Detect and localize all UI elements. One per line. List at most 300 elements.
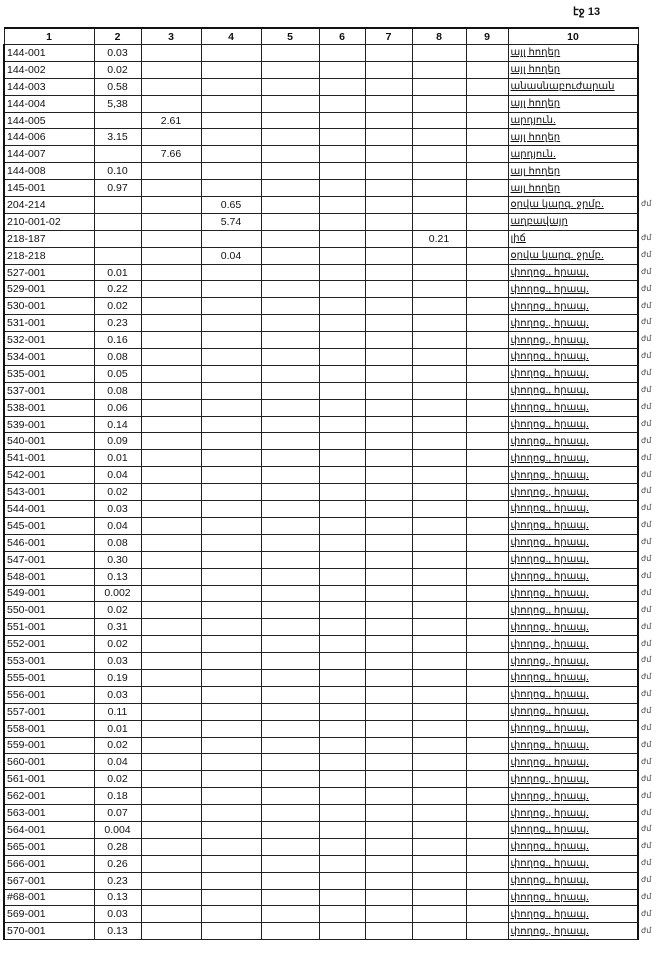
land-use-cell: փողոց., հրապ. — [508, 872, 638, 889]
value-cell-col8 — [412, 501, 466, 518]
value-cell-col9 — [466, 399, 508, 416]
table-row — [4, 517, 638, 534]
margin-mark: ժմ — [641, 587, 652, 597]
value-cell-col4 — [201, 754, 261, 771]
value-cell-col8 — [412, 551, 466, 568]
value-cell-col5 — [261, 95, 319, 112]
value-cell-col7 — [365, 821, 412, 838]
value-cell-col5 — [261, 636, 319, 653]
value-cell-col3 — [141, 517, 201, 534]
value-cell-col6 — [319, 467, 365, 484]
value-cell-col2: 0.26 — [94, 855, 141, 872]
parcel-code: 529-001 — [4, 281, 94, 298]
value-cell-col9 — [466, 619, 508, 636]
value-cell-col9 — [466, 129, 508, 146]
value-cell-col6 — [319, 653, 365, 670]
value-cell-col9 — [466, 534, 508, 551]
value-cell-col3 — [141, 855, 201, 872]
margin-mark: ժմ — [641, 266, 652, 276]
parcel-code: 210-001-02 — [4, 213, 94, 230]
value-cell-col2: 0.01 — [94, 720, 141, 737]
value-cell-col9 — [466, 686, 508, 703]
value-cell-col6 — [319, 382, 365, 399]
value-cell-col2: 5,38 — [94, 95, 141, 112]
value-cell-col2: 0.13 — [94, 568, 141, 585]
value-cell-col2: 0.03 — [94, 501, 141, 518]
land-use-cell: փողոց., հրապ. — [508, 365, 638, 382]
table-row — [4, 669, 638, 686]
value-cell-col5 — [261, 585, 319, 602]
value-cell-col7 — [365, 365, 412, 382]
value-cell-col5 — [261, 450, 319, 467]
value-cell-col4 — [201, 382, 261, 399]
land-use-cell: փողոց., հրապ. — [508, 636, 638, 653]
table-row — [4, 703, 638, 720]
value-cell-col5 — [261, 129, 319, 146]
parcel-code: 549-001 — [4, 585, 94, 602]
table-row — [4, 146, 638, 163]
value-cell-col6 — [319, 315, 365, 332]
value-cell-col2: 0.08 — [94, 534, 141, 551]
table-row — [4, 923, 638, 940]
parcel-code: 561-001 — [4, 771, 94, 788]
land-use-cell: փողոց., հրապ. — [508, 399, 638, 416]
land-use-cell: փողոց., հրապ. — [508, 838, 638, 855]
value-cell-col8 — [412, 484, 466, 501]
value-cell-col6 — [319, 45, 365, 62]
value-cell-col6 — [319, 129, 365, 146]
value-cell-col6 — [319, 197, 365, 214]
margin-mark: ժմ — [641, 875, 652, 885]
margin-mark: ժմ — [641, 300, 652, 310]
value-cell-col9 — [466, 112, 508, 129]
parcel-code: 537-001 — [4, 382, 94, 399]
land-use-cell: օրվա կարգ. ջրմբ. — [508, 247, 638, 264]
value-cell-col9 — [466, 197, 508, 214]
value-cell-col4 — [201, 365, 261, 382]
value-cell-col6 — [319, 163, 365, 180]
value-cell-col3 — [141, 349, 201, 366]
value-cell-col7 — [365, 754, 412, 771]
value-cell-col3 — [141, 821, 201, 838]
parcel-code: 144-003 — [4, 78, 94, 95]
value-cell-col9 — [466, 923, 508, 940]
table-row — [4, 872, 638, 889]
column-header-6: 6 — [319, 28, 365, 45]
value-cell-col5 — [261, 416, 319, 433]
value-cell-col4 — [201, 636, 261, 653]
land-use-cell: փողոց., հրապ. — [508, 906, 638, 923]
margin-mark: ժմ — [641, 317, 652, 327]
parcel-code: 145-001 — [4, 180, 94, 197]
value-cell-col6 — [319, 636, 365, 653]
margin-mark: ժմ — [641, 925, 652, 935]
table-row — [4, 180, 638, 197]
value-cell-col5 — [261, 838, 319, 855]
value-cell-col9 — [466, 365, 508, 382]
value-cell-col2 — [94, 213, 141, 230]
value-cell-col4 — [201, 95, 261, 112]
value-cell-col9 — [466, 855, 508, 872]
value-cell-col4 — [201, 568, 261, 585]
value-cell-col9 — [466, 821, 508, 838]
value-cell-col5 — [261, 619, 319, 636]
value-cell-col6 — [319, 906, 365, 923]
header-row — [4, 28, 638, 45]
value-cell-col3 — [141, 653, 201, 670]
value-cell-col3 — [141, 163, 201, 180]
value-cell-col2: 0.03 — [94, 45, 141, 62]
value-cell-col2: 0.13 — [94, 923, 141, 940]
value-cell-col9 — [466, 551, 508, 568]
value-cell-col6 — [319, 365, 365, 382]
land-use-cell: փողոց., հրապ. — [508, 534, 638, 551]
value-cell-col7 — [365, 534, 412, 551]
land-use-cell: փողոց., հրապ. — [508, 669, 638, 686]
value-cell-col8 — [412, 517, 466, 534]
value-cell-col9 — [466, 838, 508, 855]
value-cell-col2: 0.02 — [94, 298, 141, 315]
value-cell-col5 — [261, 467, 319, 484]
table-row — [4, 737, 638, 754]
value-cell-col8 — [412, 923, 466, 940]
column-header-5: 5 — [261, 28, 319, 45]
value-cell-col6 — [319, 551, 365, 568]
land-use-cell: արդյուն. — [508, 112, 638, 129]
value-cell-col7 — [365, 838, 412, 855]
value-cell-col2: 0.02 — [94, 602, 141, 619]
value-cell-col2: 0.28 — [94, 838, 141, 855]
value-cell-col3 — [141, 247, 201, 264]
value-cell-col7 — [365, 163, 412, 180]
margin-mark: ժմ — [641, 469, 652, 479]
value-cell-col2: 0.06 — [94, 399, 141, 416]
land-use-cell: փողոց., հրապ. — [508, 450, 638, 467]
value-cell-col6 — [319, 788, 365, 805]
land-use-cell: փողոց., հրապ. — [508, 805, 638, 822]
column-header-2: 2 — [94, 28, 141, 45]
parcel-code: 555-001 — [4, 669, 94, 686]
value-cell-col2: 3.15 — [94, 129, 141, 146]
parcel-code: 144-006 — [4, 129, 94, 146]
value-cell-col4: 0.65 — [201, 197, 261, 214]
value-cell-col4 — [201, 264, 261, 281]
value-cell-col6 — [319, 213, 365, 230]
value-cell-col2: 0.02 — [94, 636, 141, 653]
value-cell-col8 — [412, 197, 466, 214]
value-cell-col9 — [466, 872, 508, 889]
table-row — [4, 501, 638, 518]
table-row — [4, 163, 638, 180]
value-cell-col7 — [365, 484, 412, 501]
land-use-cell: աղբավայր — [508, 213, 638, 230]
value-cell-col5 — [261, 61, 319, 78]
table-row — [4, 298, 638, 315]
margin-mark: ժմ — [641, 435, 652, 445]
table-row — [4, 653, 638, 670]
parcel-code: 546-001 — [4, 534, 94, 551]
table-row — [4, 838, 638, 855]
value-cell-col7 — [365, 602, 412, 619]
column-header-10: 10 — [508, 28, 638, 45]
value-cell-col8 — [412, 112, 466, 129]
margin-mark: ժմ — [641, 689, 652, 699]
parcel-code: #68-001 — [4, 889, 94, 906]
margin-mark: ժմ — [641, 283, 652, 293]
value-cell-col3 — [141, 95, 201, 112]
value-cell-col3 — [141, 501, 201, 518]
value-cell-col5 — [261, 433, 319, 450]
value-cell-col4 — [201, 805, 261, 822]
parcel-code: 542-001 — [4, 467, 94, 484]
value-cell-col5 — [261, 568, 319, 585]
table-row — [4, 230, 638, 247]
margin-mark: ժմ — [641, 841, 652, 851]
table-row — [4, 95, 638, 112]
value-cell-col5 — [261, 517, 319, 534]
table-row — [4, 484, 638, 501]
table-row — [4, 433, 638, 450]
column-header-3: 3 — [141, 28, 201, 45]
land-use-cell: փողոց., հրապ. — [508, 551, 638, 568]
margin-mark: ժմ — [641, 199, 652, 209]
value-cell-col9 — [466, 264, 508, 281]
value-cell-col2: 0.19 — [94, 669, 141, 686]
value-cell-col5 — [261, 315, 319, 332]
value-cell-col8 — [412, 247, 466, 264]
value-cell-col8 — [412, 332, 466, 349]
land-use-cell: փողոց., հրապ. — [508, 585, 638, 602]
value-cell-col2: 0.11 — [94, 703, 141, 720]
value-cell-col9 — [466, 416, 508, 433]
value-cell-col7 — [365, 923, 412, 940]
value-cell-col6 — [319, 855, 365, 872]
value-cell-col4 — [201, 484, 261, 501]
parcel-code: 565-001 — [4, 838, 94, 855]
parcel-code: 547-001 — [4, 551, 94, 568]
value-cell-col5 — [261, 264, 319, 281]
value-cell-col3 — [141, 433, 201, 450]
value-cell-col6 — [319, 264, 365, 281]
value-cell-col2 — [94, 197, 141, 214]
parcel-code: 544-001 — [4, 501, 94, 518]
value-cell-col3 — [141, 264, 201, 281]
margin-mark: ժմ — [641, 773, 652, 783]
value-cell-col5 — [261, 112, 319, 129]
value-cell-col5 — [261, 247, 319, 264]
value-cell-col3 — [141, 619, 201, 636]
table-row — [4, 332, 638, 349]
value-cell-col6 — [319, 585, 365, 602]
value-cell-col8 — [412, 720, 466, 737]
value-cell-col3 — [141, 788, 201, 805]
value-cell-col9 — [466, 703, 508, 720]
parcel-code: 550-001 — [4, 602, 94, 619]
value-cell-col5 — [261, 788, 319, 805]
parcel-code: 551-001 — [4, 619, 94, 636]
table-row — [4, 771, 638, 788]
land-use-cell: այլ հողեր — [508, 180, 638, 197]
table-row — [4, 247, 638, 264]
value-cell-col9 — [466, 669, 508, 686]
value-cell-col7 — [365, 197, 412, 214]
table-row — [4, 129, 638, 146]
value-cell-col8: 0.21 — [412, 230, 466, 247]
value-cell-col4 — [201, 602, 261, 619]
parcel-code: 569-001 — [4, 906, 94, 923]
margin-mark: ժմ — [641, 655, 652, 665]
value-cell-col6 — [319, 332, 365, 349]
value-cell-col6 — [319, 889, 365, 906]
table-row — [4, 855, 638, 872]
parcel-code: 564-001 — [4, 821, 94, 838]
value-cell-col2: 0.18 — [94, 788, 141, 805]
value-cell-col8 — [412, 315, 466, 332]
value-cell-col9 — [466, 771, 508, 788]
value-cell-col3 — [141, 365, 201, 382]
value-cell-col5 — [261, 298, 319, 315]
value-cell-col7 — [365, 45, 412, 62]
margin-mark: ժմ — [641, 401, 652, 411]
land-use-cell: փողոց., հրապ. — [508, 298, 638, 315]
table-row — [4, 467, 638, 484]
value-cell-col8 — [412, 737, 466, 754]
value-cell-col2: 0.002 — [94, 585, 141, 602]
parcel-code: 545-001 — [4, 517, 94, 534]
value-cell-col7 — [365, 450, 412, 467]
value-cell-col4 — [201, 703, 261, 720]
value-cell-col9 — [466, 281, 508, 298]
margin-mark: ժմ — [641, 385, 652, 394]
value-cell-col4 — [201, 923, 261, 940]
value-cell-col8 — [412, 771, 466, 788]
value-cell-col8 — [412, 95, 466, 112]
value-cell-col4 — [201, 771, 261, 788]
value-cell-col7 — [365, 213, 412, 230]
table-row — [4, 365, 638, 382]
value-cell-col8 — [412, 433, 466, 450]
table-row — [4, 754, 638, 771]
value-cell-col6 — [319, 720, 365, 737]
value-cell-col8 — [412, 349, 466, 366]
value-cell-col8 — [412, 534, 466, 551]
land-use-cell: փողոց., հրապ. — [508, 416, 638, 433]
value-cell-col4 — [201, 501, 261, 518]
value-cell-col8 — [412, 838, 466, 855]
value-cell-col4 — [201, 467, 261, 484]
value-cell-col6 — [319, 230, 365, 247]
parcel-code: 144-007 — [4, 146, 94, 163]
column-header-8: 8 — [412, 28, 466, 45]
table-row — [4, 382, 638, 399]
column-header-4: 4 — [201, 28, 261, 45]
value-cell-col3 — [141, 585, 201, 602]
value-cell-col7 — [365, 146, 412, 163]
value-cell-col9 — [466, 805, 508, 822]
value-cell-col6 — [319, 416, 365, 433]
margin-mark: ժմ — [641, 570, 652, 580]
value-cell-col7 — [365, 653, 412, 670]
margin-mark: ժմ — [641, 621, 652, 631]
value-cell-col5 — [261, 163, 319, 180]
value-cell-col7 — [365, 737, 412, 754]
value-cell-col7 — [365, 332, 412, 349]
value-cell-col4 — [201, 78, 261, 95]
margin-mark: ժմ — [641, 351, 652, 361]
value-cell-col5 — [261, 534, 319, 551]
value-cell-col2: 0.08 — [94, 382, 141, 399]
margin-mark: ժմ — [641, 672, 652, 682]
value-cell-col9 — [466, 720, 508, 737]
land-use-cell: փողոց., հրապ. — [508, 653, 638, 670]
value-cell-col8 — [412, 382, 466, 399]
land-use-cell: օրվա կարգ. ջրմբ. — [508, 197, 638, 214]
value-cell-col5 — [261, 281, 319, 298]
value-cell-col7 — [365, 298, 412, 315]
parcel-code: 558-001 — [4, 720, 94, 737]
parcel-code: 527-001 — [4, 264, 94, 281]
land-parcel-table — [3, 27, 639, 940]
value-cell-col3 — [141, 568, 201, 585]
value-cell-col4 — [201, 534, 261, 551]
value-cell-col6 — [319, 754, 365, 771]
table-row — [4, 450, 638, 467]
column-header-9: 9 — [466, 28, 508, 45]
value-cell-col9 — [466, 484, 508, 501]
value-cell-col9 — [466, 45, 508, 62]
margin-mark: ժմ — [641, 892, 652, 901]
value-cell-col3 — [141, 129, 201, 146]
value-cell-col3 — [141, 281, 201, 298]
value-cell-col7 — [365, 433, 412, 450]
value-cell-col4 — [201, 906, 261, 923]
value-cell-col4 — [201, 821, 261, 838]
value-cell-col8 — [412, 298, 466, 315]
value-cell-col4 — [201, 653, 261, 670]
value-cell-col4 — [201, 416, 261, 433]
value-cell-col3 — [141, 889, 201, 906]
value-cell-col4 — [201, 180, 261, 197]
value-cell-col8 — [412, 805, 466, 822]
value-cell-col8 — [412, 872, 466, 889]
value-cell-col7 — [365, 720, 412, 737]
margin-mark: ժմ — [641, 520, 652, 530]
value-cell-col2: 0.004 — [94, 821, 141, 838]
parcel-code: 543-001 — [4, 484, 94, 501]
value-cell-col8 — [412, 146, 466, 163]
value-cell-col9 — [466, 163, 508, 180]
margin-mark: ժմ — [641, 232, 652, 242]
parcel-code: 218-187 — [4, 230, 94, 247]
value-cell-col2: 0.07 — [94, 805, 141, 822]
value-cell-col7 — [365, 686, 412, 703]
value-cell-col3 — [141, 213, 201, 230]
margin-mark: ժմ — [641, 554, 652, 563]
value-cell-col5 — [261, 872, 319, 889]
table-row — [4, 416, 638, 433]
parcel-code: 144-008 — [4, 163, 94, 180]
value-cell-col2: 0.97 — [94, 180, 141, 197]
value-cell-col7 — [365, 551, 412, 568]
value-cell-col4 — [201, 517, 261, 534]
value-cell-col2: 0.23 — [94, 872, 141, 889]
land-use-cell: փողոց., հրապ. — [508, 349, 638, 366]
value-cell-col2 — [94, 247, 141, 264]
value-cell-col5 — [261, 805, 319, 822]
value-cell-col2 — [94, 146, 141, 163]
value-cell-col3 — [141, 720, 201, 737]
value-cell-col5 — [261, 399, 319, 416]
